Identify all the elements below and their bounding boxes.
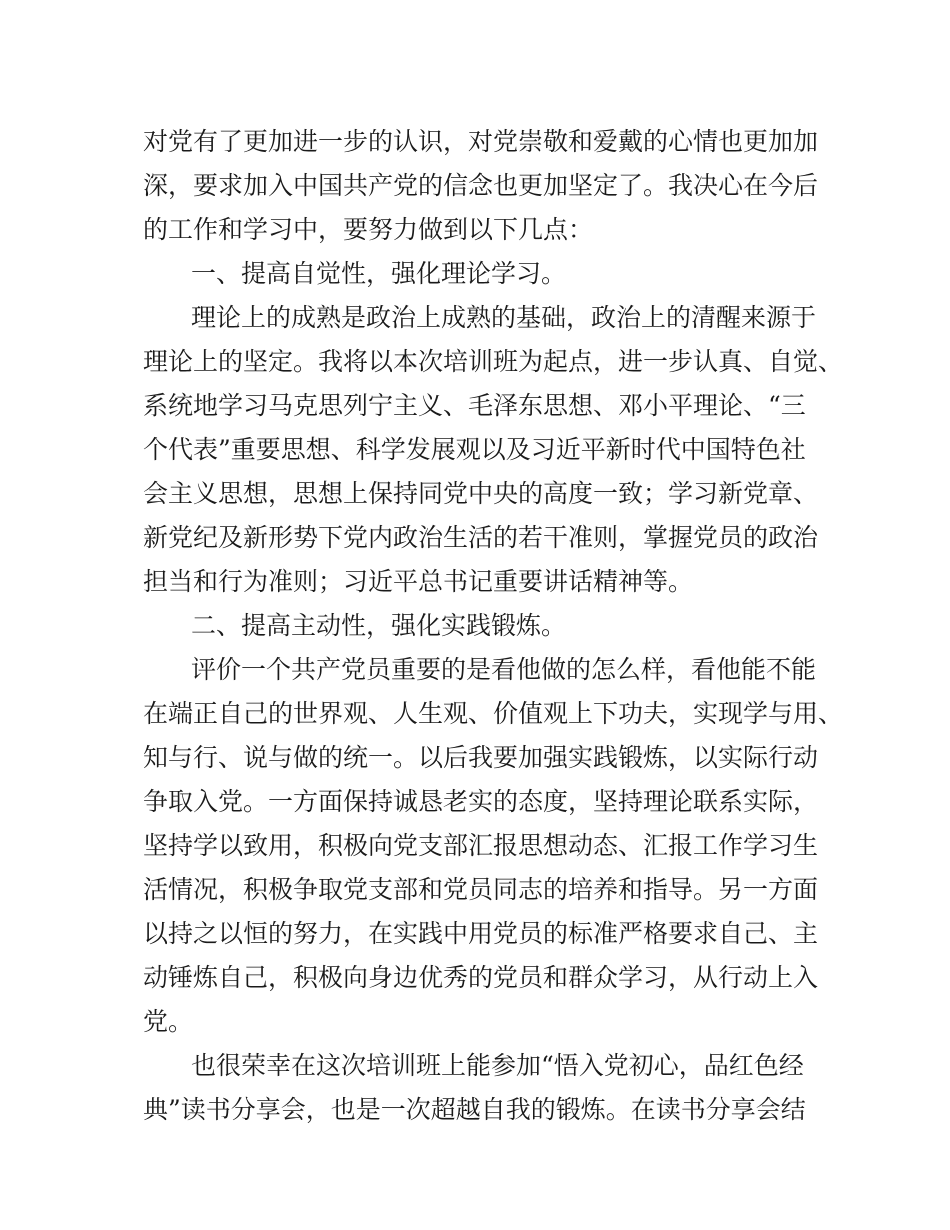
text-line: 对党有了更加进一步的认识，对党崇敬和爱戴的心情也更加加 <box>143 127 819 156</box>
text-line: 评价一个共产党员重要的是看他做的怎么样，看他能不能 <box>191 655 817 684</box>
text-line: 新党纪及新形势下党内政治生活的若干准则，掌握党员的政治 <box>143 523 819 552</box>
body-text <box>143 120 844 1132</box>
text-line: 深，要求加入中国共产党的信念也更加坚定了。我决心在今后 <box>143 171 819 200</box>
text-line: 系统地学习马克思列宁主义、毛泽东思想、邓小平理论、“三 <box>143 391 806 420</box>
text-line: 活情况，积极争取党支部和党员同志的培养和指导。另一方面 <box>143 875 819 904</box>
text-line: 争取入党。一方面保持诚恳老实的态度，坚持理论联系实际， <box>143 787 819 816</box>
text-line: 理论上的坚定。我将以本次培训班为起点，进一步认真、自觉、 <box>143 347 844 376</box>
text-line: 党。 <box>143 1007 194 1036</box>
text-line: 二、提高主动性，强化实践锻炼。 <box>191 611 567 640</box>
text-line: 理论上的成熟是政治上成熟的基础，政治上的清醒来源于 <box>191 303 817 332</box>
text-line: 也很荣幸在这次培训班上能参加“悟入党初心，品红色经 <box>191 1051 804 1080</box>
text-line: 典”读书分享会，也是一次超越自我的锻炼。在读书分享会结 <box>143 1095 806 1124</box>
text-line: 担当和行为准则；习近平总书记重要讲话精神等。 <box>143 567 694 596</box>
text-line: 以持之以恒的努力，在实践中用党员的标准严格要求自己、主 <box>143 919 819 948</box>
text-line: 个代表”重要思想、科学发展观以及习近平新时代中国特色社 <box>143 435 806 464</box>
text-line: 坚持学以致用，积极向党支部汇报思想动态、汇报工作学习生 <box>143 831 819 860</box>
text-line: 知与行、说与做的统一。以后我要加强实践锻炼，以实际行动 <box>143 743 819 772</box>
text-line: 在端正自己的世界观、人生观、价值观上下功夫，实现学与用、 <box>143 699 844 728</box>
text-line: 会主义思想，思想上保持同党中央的高度一致；学习新党章、 <box>143 479 819 508</box>
text-line: 的工作和学习中，要努力做到以下几点： <box>143 215 594 244</box>
text-line: 一、提高自觉性，强化理论学习。 <box>191 259 567 288</box>
text-line: 动锤炼自己，积极向身边优秀的党员和群众学习，从行动上入 <box>143 963 819 992</box>
